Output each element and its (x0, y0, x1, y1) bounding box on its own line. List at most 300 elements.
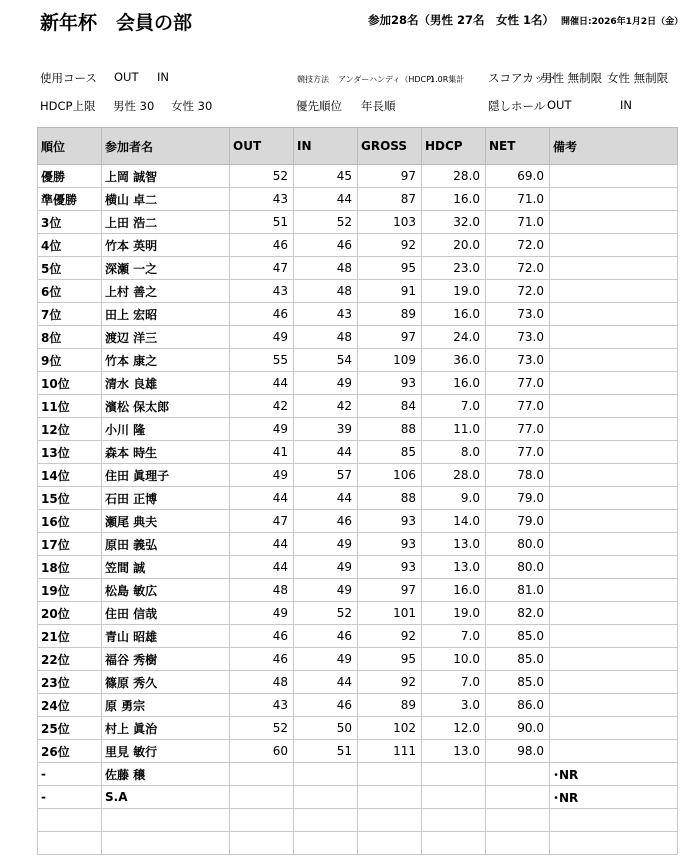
cell-remarks (550, 510, 678, 533)
method-count: 1.0R集計 (430, 75, 465, 84)
cell-name (102, 832, 230, 855)
cell-rank: 22位 (38, 648, 102, 671)
cell-name: 佐藤 穣 (102, 763, 230, 786)
table-row (38, 165, 678, 188)
cell-gross (358, 832, 422, 855)
table-row (38, 234, 678, 257)
cell-out: 41 (230, 441, 294, 464)
cell-remarks (550, 165, 678, 188)
cell-rank: 14位 (38, 464, 102, 487)
cell-hdcp: 13.0 (422, 740, 486, 763)
cell-hdcp: 19.0 (422, 280, 486, 303)
cell-hdcp: 11.0 (422, 418, 486, 441)
course-in: IN (157, 70, 169, 84)
cell-out (230, 832, 294, 855)
cell-rank: 10位 (38, 372, 102, 395)
method-label: 競技方法 (297, 75, 329, 84)
cell-net: 79.0 (486, 487, 550, 510)
cell-in: 49 (294, 556, 358, 579)
cell-remarks (550, 441, 678, 464)
cell-remarks (550, 326, 678, 349)
table-row (38, 395, 678, 418)
cell-hdcp: 28.0 (422, 165, 486, 188)
cell-name: S.A (102, 786, 230, 809)
cell-net: 73.0 (486, 349, 550, 372)
cell-remarks (550, 234, 678, 257)
cell-in: 49 (294, 648, 358, 671)
cell-out: 42 (230, 395, 294, 418)
table-row (38, 602, 678, 625)
cell-gross: 92 (358, 625, 422, 648)
cell-hdcp: 7.0 (422, 671, 486, 694)
cell-gross: 97 (358, 165, 422, 188)
cell-out: 43 (230, 694, 294, 717)
cell-net: 81.0 (486, 579, 550, 602)
cell-out: 47 (230, 257, 294, 280)
cell-in: 46 (294, 625, 358, 648)
table-row (38, 763, 678, 786)
cell-gross: 93 (358, 556, 422, 579)
cell-rank: 13位 (38, 441, 102, 464)
cell-name: 横山 卓二 (102, 188, 230, 211)
event-date: 開催日:2026年1月2日（金） (561, 17, 684, 27)
cell-gross: 84 (358, 395, 422, 418)
cell-remarks (550, 694, 678, 717)
course-label: 使用コース (40, 71, 97, 85)
cell-out: 46 (230, 648, 294, 671)
cell-in: 44 (294, 671, 358, 694)
cell-hdcp: 8.0 (422, 441, 486, 464)
cell-remarks (550, 464, 678, 487)
cell-hdcp: 9.0 (422, 487, 486, 510)
cell-remarks (550, 257, 678, 280)
cell-net: 77.0 (486, 372, 550, 395)
scorecut-label: スコアカット (488, 71, 557, 85)
cell-name: 笠間 誠 (102, 556, 230, 579)
cell-net: 86.0 (486, 694, 550, 717)
col-header-net: NET (486, 128, 550, 165)
table-row (38, 326, 678, 349)
cell-remarks (550, 487, 678, 510)
cell-in: 51 (294, 740, 358, 763)
cell-in: 44 (294, 188, 358, 211)
results-body (38, 165, 678, 855)
cell-remarks (550, 579, 678, 602)
cell-name: 小川 隆 (102, 418, 230, 441)
cell-net: 77.0 (486, 395, 550, 418)
cell-gross: 89 (358, 694, 422, 717)
cell-name: 青山 昭雄 (102, 625, 230, 648)
cell-gross: 85 (358, 441, 422, 464)
table-row (38, 418, 678, 441)
cell-in: 39 (294, 418, 358, 441)
cell-gross (358, 809, 422, 832)
cell-remarks (550, 832, 678, 855)
table-row (38, 464, 678, 487)
cell-out: 44 (230, 533, 294, 556)
cell-hdcp: 7.0 (422, 625, 486, 648)
cell-hdcp: 16.0 (422, 579, 486, 602)
cell-rank: 24位 (38, 694, 102, 717)
cell-rank: 23位 (38, 671, 102, 694)
cell-name: 瀬尾 典夫 (102, 510, 230, 533)
hdcp-limit-female: 女性 30 (171, 99, 213, 113)
cell-hdcp: 13.0 (422, 556, 486, 579)
cell-out: 43 (230, 280, 294, 303)
cell-out: 47 (230, 510, 294, 533)
hidden-hole-label: 隠しホール (488, 99, 546, 113)
cell-remarks (550, 211, 678, 234)
cell-remarks: ･NR (550, 763, 678, 786)
cell-gross: 93 (358, 372, 422, 395)
cell-out: 49 (230, 326, 294, 349)
cell-in: 44 (294, 441, 358, 464)
cell-gross: 97 (358, 579, 422, 602)
cell-out: 44 (230, 372, 294, 395)
cell-net: 77.0 (486, 441, 550, 464)
priority-label: 優先順位 (296, 99, 342, 113)
cell-hdcp: 7.0 (422, 395, 486, 418)
col-header-in: IN (294, 128, 358, 165)
cell-name: 福谷 秀樹 (102, 648, 230, 671)
cell-in: 52 (294, 211, 358, 234)
cell-gross: 109 (358, 349, 422, 372)
cell-in: 49 (294, 533, 358, 556)
table-row (38, 303, 678, 326)
cell-in: 43 (294, 303, 358, 326)
cell-hdcp: 13.0 (422, 533, 486, 556)
cell-out: 44 (230, 556, 294, 579)
table-row (38, 257, 678, 280)
cell-remarks (550, 372, 678, 395)
cell-remarks: ･NR (550, 786, 678, 809)
col-header-out: OUT (230, 128, 294, 165)
cell-net: 72.0 (486, 234, 550, 257)
cell-net (486, 832, 550, 855)
cell-in (294, 763, 358, 786)
cell-name: 清水 良雄 (102, 372, 230, 395)
cell-out: 48 (230, 579, 294, 602)
cell-rank: 26位 (38, 740, 102, 763)
cell-net: 82.0 (486, 602, 550, 625)
cell-net: 85.0 (486, 648, 550, 671)
cell-name: 石田 正博 (102, 487, 230, 510)
cell-remarks (550, 349, 678, 372)
cell-rank: 8位 (38, 326, 102, 349)
table-row (38, 648, 678, 671)
cell-in: 48 (294, 280, 358, 303)
cell-name: 住田 眞理子 (102, 464, 230, 487)
participant-count: 参加28名（男性 27名 女性 1名） (368, 13, 555, 27)
cell-name: 森本 時生 (102, 441, 230, 464)
cell-out (230, 809, 294, 832)
hidden-hole-in: IN (620, 98, 632, 112)
cell-name: 上村 善之 (102, 280, 230, 303)
cell-net: 71.0 (486, 188, 550, 211)
cell-in: 46 (294, 694, 358, 717)
cell-remarks (550, 602, 678, 625)
hdcp-limit-label: HDCP上限 (40, 99, 96, 113)
cell-rank: 準優勝 (38, 188, 102, 211)
col-header-remarks: 備考 (550, 128, 678, 165)
cell-gross: 95 (358, 257, 422, 280)
cell-net: 72.0 (486, 257, 550, 280)
cell-rank: 6位 (38, 280, 102, 303)
method-value: アンダーハンディ（HDCP） (338, 75, 439, 84)
cell-remarks (550, 418, 678, 441)
cell-hdcp: 14.0 (422, 510, 486, 533)
cell-hdcp: 3.0 (422, 694, 486, 717)
cell-gross: 102 (358, 717, 422, 740)
cell-name: 竹本 英明 (102, 234, 230, 257)
cell-name: 里見 敏行 (102, 740, 230, 763)
cell-gross: 95 (358, 648, 422, 671)
col-header-gross: GROSS (358, 128, 422, 165)
cell-in: 46 (294, 234, 358, 257)
cell-out: 49 (230, 602, 294, 625)
cell-remarks (550, 648, 678, 671)
cell-in (294, 832, 358, 855)
cell-remarks (550, 533, 678, 556)
cell-rank: 5位 (38, 257, 102, 280)
scorecut-female: 女性 無制限 (607, 71, 669, 85)
cell-remarks (550, 740, 678, 763)
cell-rank: 9位 (38, 349, 102, 372)
cell-rank: 19位 (38, 579, 102, 602)
table-row (38, 510, 678, 533)
cell-name: 上田 浩二 (102, 211, 230, 234)
cell-out: 46 (230, 303, 294, 326)
cell-hdcp: 16.0 (422, 303, 486, 326)
cell-gross: 106 (358, 464, 422, 487)
cell-name: 濱松 保太郎 (102, 395, 230, 418)
cell-net: 73.0 (486, 303, 550, 326)
table-header-row (38, 128, 678, 165)
results-table (37, 127, 678, 855)
table-row (38, 579, 678, 602)
cell-hdcp (422, 809, 486, 832)
table-row (38, 349, 678, 372)
cell-in: 42 (294, 395, 358, 418)
cell-net: 80.0 (486, 556, 550, 579)
cell-net: 78.0 (486, 464, 550, 487)
cell-name: 原田 義弘 (102, 533, 230, 556)
cell-net: 85.0 (486, 625, 550, 648)
cell-net: 77.0 (486, 418, 550, 441)
cell-in: 49 (294, 372, 358, 395)
cell-rank: 17位 (38, 533, 102, 556)
hidden-hole-out: OUT (547, 98, 572, 112)
cell-net: 72.0 (486, 280, 550, 303)
cell-gross: 88 (358, 487, 422, 510)
cell-net: 85.0 (486, 671, 550, 694)
cell-hdcp: 36.0 (422, 349, 486, 372)
cell-out (230, 786, 294, 809)
cell-hdcp: 16.0 (422, 188, 486, 211)
table-row (38, 671, 678, 694)
cell-in (294, 809, 358, 832)
cell-remarks (550, 717, 678, 740)
cell-gross: 93 (358, 533, 422, 556)
col-header-name: 参加者名 (102, 128, 230, 165)
cell-gross: 93 (358, 510, 422, 533)
cell-net (486, 763, 550, 786)
cell-rank: 25位 (38, 717, 102, 740)
cell-name: 渡辺 洋三 (102, 326, 230, 349)
cell-in (294, 786, 358, 809)
col-header-hdcp: HDCP (422, 128, 486, 165)
cell-in: 48 (294, 257, 358, 280)
cell-net: 80.0 (486, 533, 550, 556)
cell-net: 71.0 (486, 211, 550, 234)
cell-name: 竹本 康之 (102, 349, 230, 372)
cell-in: 49 (294, 579, 358, 602)
table-row (38, 786, 678, 809)
cell-out: 55 (230, 349, 294, 372)
cell-hdcp: 24.0 (422, 326, 486, 349)
cell-in: 46 (294, 510, 358, 533)
cell-remarks (550, 188, 678, 211)
cell-gross (358, 786, 422, 809)
cell-rank: 20位 (38, 602, 102, 625)
cell-name: 村上 眞治 (102, 717, 230, 740)
cell-rank: 優勝 (38, 165, 102, 188)
cell-out: 43 (230, 188, 294, 211)
cell-out (230, 763, 294, 786)
cell-name: 原 勇宗 (102, 694, 230, 717)
cell-gross (358, 763, 422, 786)
cell-gross: 87 (358, 188, 422, 211)
cell-remarks (550, 625, 678, 648)
cell-gross: 89 (358, 303, 422, 326)
cell-rank: 12位 (38, 418, 102, 441)
cell-gross: 91 (358, 280, 422, 303)
course-out: OUT (114, 70, 139, 84)
cell-name: 田上 宏昭 (102, 303, 230, 326)
table-row (38, 441, 678, 464)
cell-hdcp (422, 786, 486, 809)
cell-out: 49 (230, 464, 294, 487)
cell-hdcp: 10.0 (422, 648, 486, 671)
cell-in: 57 (294, 464, 358, 487)
cell-hdcp: 12.0 (422, 717, 486, 740)
cell-in: 50 (294, 717, 358, 740)
cell-in: 45 (294, 165, 358, 188)
cell-rank: 7位 (38, 303, 102, 326)
cell-out: 60 (230, 740, 294, 763)
table-row (38, 625, 678, 648)
cell-name (102, 809, 230, 832)
cell-out: 46 (230, 625, 294, 648)
cell-hdcp: 20.0 (422, 234, 486, 257)
cell-name: 深瀬 一之 (102, 257, 230, 280)
table-row (38, 211, 678, 234)
cell-in: 52 (294, 602, 358, 625)
cell-gross: 101 (358, 602, 422, 625)
page-title: 新年杯 会員の部 (40, 12, 193, 34)
cell-gross: 111 (358, 740, 422, 763)
cell-gross: 92 (358, 234, 422, 257)
cell-net (486, 786, 550, 809)
hdcp-limit-male: 男性 30 (113, 99, 155, 113)
cell-in: 48 (294, 326, 358, 349)
cell-net: 90.0 (486, 717, 550, 740)
cell-gross: 97 (358, 326, 422, 349)
priority-value: 年長順 (361, 99, 396, 113)
cell-net: 73.0 (486, 326, 550, 349)
table-row (38, 188, 678, 211)
cell-rank (38, 809, 102, 832)
table-row (38, 809, 678, 832)
cell-rank: 18位 (38, 556, 102, 579)
cell-out: 49 (230, 418, 294, 441)
cell-rank: 21位 (38, 625, 102, 648)
cell-gross: 92 (358, 671, 422, 694)
cell-remarks (550, 556, 678, 579)
cell-remarks (550, 671, 678, 694)
cell-in: 54 (294, 349, 358, 372)
table-row (38, 280, 678, 303)
cell-in: 44 (294, 487, 358, 510)
cell-rank: 15位 (38, 487, 102, 510)
cell-out: 46 (230, 234, 294, 257)
table-row (38, 556, 678, 579)
cell-out: 52 (230, 165, 294, 188)
cell-remarks (550, 395, 678, 418)
cell-net: 79.0 (486, 510, 550, 533)
scorecut-male: 男性 無制限 (541, 71, 603, 85)
table-row (38, 832, 678, 855)
cell-rank: 16位 (38, 510, 102, 533)
cell-name: 住田 信哉 (102, 602, 230, 625)
cell-out: 44 (230, 487, 294, 510)
table-row (38, 533, 678, 556)
cell-gross: 88 (358, 418, 422, 441)
cell-hdcp (422, 763, 486, 786)
cell-out: 52 (230, 717, 294, 740)
cell-net: 98.0 (486, 740, 550, 763)
cell-rank: 11位 (38, 395, 102, 418)
cell-hdcp: 16.0 (422, 372, 486, 395)
cell-hdcp (422, 832, 486, 855)
col-header-rank: 順位 (38, 128, 102, 165)
cell-out: 51 (230, 211, 294, 234)
cell-hdcp: 28.0 (422, 464, 486, 487)
cell-remarks (550, 280, 678, 303)
cell-hdcp: 19.0 (422, 602, 486, 625)
table-row (38, 372, 678, 395)
table-row (38, 487, 678, 510)
cell-rank: 4位 (38, 234, 102, 257)
cell-hdcp: 32.0 (422, 211, 486, 234)
cell-rank (38, 832, 102, 855)
cell-rank: - (38, 786, 102, 809)
cell-name: 篠原 秀久 (102, 671, 230, 694)
cell-rank: 3位 (38, 211, 102, 234)
cell-remarks (550, 809, 678, 832)
table-row (38, 694, 678, 717)
cell-remarks (550, 303, 678, 326)
cell-net (486, 809, 550, 832)
cell-gross: 103 (358, 211, 422, 234)
cell-name: 上岡 誠智 (102, 165, 230, 188)
table-row (38, 717, 678, 740)
cell-out: 48 (230, 671, 294, 694)
cell-net: 69.0 (486, 165, 550, 188)
table-row (38, 740, 678, 763)
cell-name: 松島 敏広 (102, 579, 230, 602)
cell-hdcp: 23.0 (422, 257, 486, 280)
